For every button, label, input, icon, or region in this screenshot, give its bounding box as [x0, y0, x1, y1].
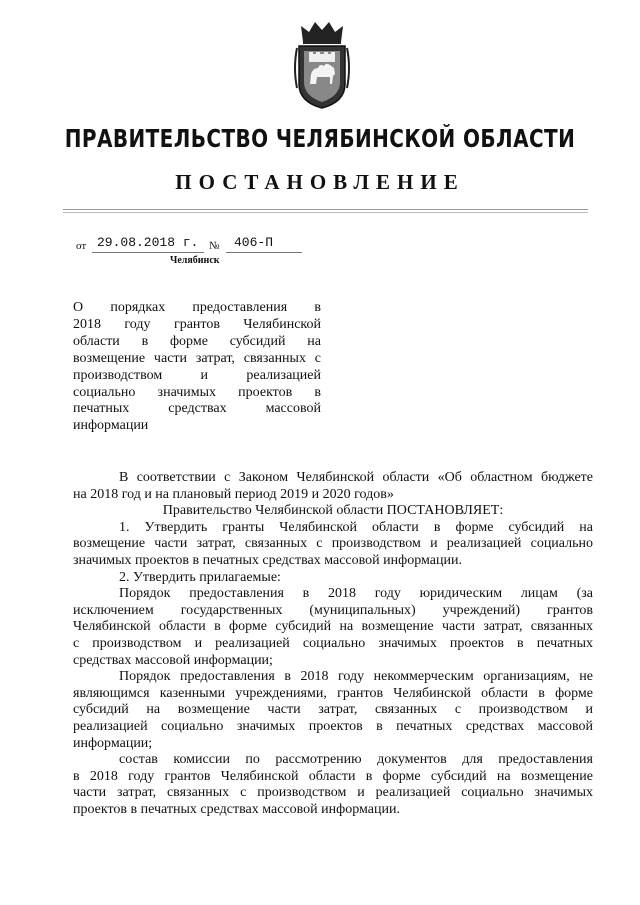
body-line: информации; [73, 735, 153, 751]
body-line: значимых проектов в печатных средствах массовой информации. [73, 552, 462, 568]
document-subject [73, 300, 321, 435]
header-divider-lower [63, 212, 588, 213]
subject-line: социально значимых проектов в [73, 384, 321, 400]
body-line: возмещение части затрат, связанных с производством и реализацией социально [73, 536, 593, 552]
body-line: Порядок предоставления в 2018 году юридическим лицам (за [119, 586, 593, 602]
date-underline [92, 252, 204, 253]
body-line: Правительство Челябинской области ПОСТАНОВЛЯЕТ: [162, 503, 504, 519]
body-line: 1. Утвердить гранты Челябинской области в форме субсидий на [119, 519, 593, 535]
government-title: ПРАВИТЕЛЬСТВО ЧЕЛЯБИНСКОЙ ОБЛАСТИ [64, 124, 576, 153]
subject-line: области в форме субсидий на [73, 333, 321, 349]
body-line: В соответствии с Законом Челябинской области «Об областном бюджете [119, 470, 593, 485]
body-line: проектов в печатных средствах массовой информации. [73, 801, 400, 817]
subject-line: 2018 году грантов Челябинской [73, 316, 321, 332]
number-prefix: № [209, 240, 220, 252]
coat-of-arms-icon [293, 18, 351, 110]
subject-line: информации [73, 418, 149, 434]
body-line: субсидий на возмещение части затрат, связанных с производством и [73, 702, 593, 718]
body-line: реализацией социально значимых проектов в печатных средствах массовой [73, 718, 593, 734]
body-line: на 2018 год и на плановый период 2019 и 2020 годов» [73, 486, 394, 502]
number-underline [226, 252, 302, 253]
date-prefix: от [76, 240, 87, 252]
body-line: с производством и реализацией социально значимых проектов в печатных [73, 635, 593, 651]
body-line: состав комиссии по рассмотрению документов для предоставления [119, 752, 593, 768]
body-line: Челябинской области в форме субсидий на возмещение части затрат, связанных [73, 619, 593, 635]
body-line: 2. Утвердить прилагаемые: [119, 569, 281, 585]
document-type: ПОСТАНОВЛЕНИЕ [175, 170, 465, 194]
body-line: Порядок предоставления в 2018 году некоммерческим организациям, не [119, 669, 593, 685]
body-line: в 2018 году грантов Челябинской области в форме субсидий на возмещение [73, 768, 593, 784]
city-label: Челябинск [170, 255, 220, 266]
subject-line: возмещение части затрат, связанных с [73, 350, 321, 366]
subject-line: О порядках предоставления в [73, 300, 321, 315]
subject-line: печатных средствах массовой [73, 401, 321, 417]
document-body [73, 470, 593, 818]
document-date: 29.08.2018 г. [97, 235, 199, 250]
body-line: средствах массовой информации; [73, 652, 273, 668]
body-line: являющимся казенными учреждениями, грантов Челябинской области в форме [73, 685, 593, 701]
body-line: исключением государственных (муниципальных) учреждений) грантов [73, 602, 593, 618]
header-divider [63, 209, 588, 210]
document-number: 406-П [234, 235, 274, 250]
subject-line: производством и реализацией [73, 367, 321, 383]
body-line: части затрат, связанных с производством и реализацией социально значимых [73, 785, 593, 801]
